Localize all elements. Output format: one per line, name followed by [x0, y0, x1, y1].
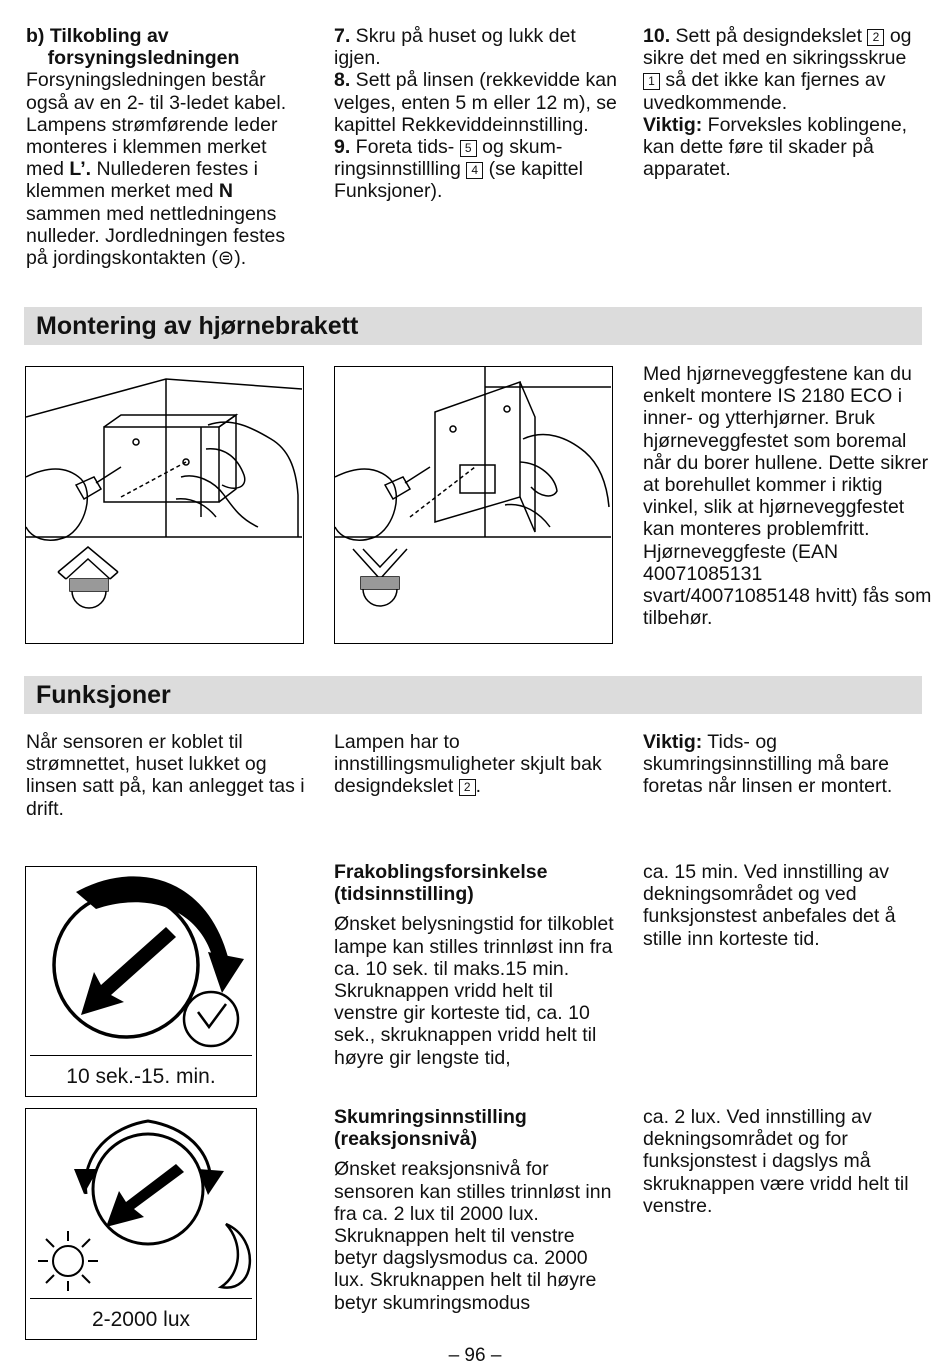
clock-icon	[184, 992, 238, 1046]
time-setting-heading: Frakoblingsforsinkelse (tidsinnstilling)	[334, 861, 548, 906]
dusk-setting-text	[334, 1106, 616, 1314]
section-heading-corner-bracket: Montering av hjørnebrakett	[24, 307, 922, 345]
wiring-heading: b) Tilkobling av forsyningsledningen	[26, 25, 240, 70]
time-dial-drawing	[26, 867, 254, 1055]
dusk-dial-drawing	[26, 1109, 254, 1299]
time-setting-illustration	[25, 866, 257, 1097]
time-setting-text	[334, 861, 616, 1069]
outer-corner-illustration	[25, 366, 304, 644]
section-heading-functions: Funksjoner	[24, 676, 922, 714]
earth-symbol-icon: ⊜	[217, 247, 235, 270]
moon-icon	[221, 1224, 250, 1288]
time-setting-text-cont: ca. 15 min. Ved innstilling av dekningsområdet og ved funksjonstest anbefales det å stille inn korteste tid.	[643, 861, 896, 950]
drill-outer-corner-drawing	[26, 367, 302, 642]
inner-corner-illustration	[334, 366, 613, 644]
dusk-setting-body: Ønsket reaksjonsnivå for sensoren kan stilles trinnløst inn fra ca. 2 lux til 2000 lux. Skruknappen helt til venstre betyr dagslysmodus ca. 2000 lux. Skruknappen helt til høyre betyr skumringsmodus	[334, 1158, 612, 1314]
steps-column-2	[643, 25, 926, 180]
sun-icon	[38, 1231, 98, 1291]
corner-bracket-text: Med hjørneveggfestene kan du enkelt montere IS 2180 ECO i inner- og ytterhjørner. Bruk hjørneveggfestet som boremal når du borer hullene. Dette sikrer at borehullet kommer i riktig vinkel, slik at hjørneveggfestet kan monteres problemfritt. Hjørneveggfeste (EAN 40071085131 svart/40071085148 hvitt) fås som tilbehør.	[643, 363, 932, 630]
dusk-setting-heading: Skumringsinnstilling (reaksjonsnivå)	[334, 1106, 527, 1151]
wiring-body: Forsyningsledningen består også av en 2- til 3-ledet kabel. Lampens strømførende leder monteres i klemmen merket med L’. Nullederen festes i klemmen merket med N sammen med nettledningens nulleder. Jordledningen festes på jordingskontakten (⊜).	[26, 69, 287, 270]
functions-intro-col2: Lampen har to innstillingsmuligheter skjult bak designdekslet 2 .	[334, 731, 602, 798]
callout-1: 1	[643, 73, 660, 90]
step-9: 9. Foreta tids- 5 og skumringsinnstillling 4 (se kapittel Funksjoner).	[334, 136, 583, 203]
callout-4: 4	[466, 162, 483, 179]
time-setting-body: Ønsket belysningstid for tilkoblet lampe kan stilles trinnløst inn fra ca. 10 sek. til maks.15 min. Skruknappen vridd helt til venstre gir korteste tid, ca. 10 sek., skruknappen vridd helt til høyre gir lengste tid,	[334, 913, 614, 1069]
step-7: 7. Skru på huset og lukk det igjen.	[334, 25, 576, 70]
step-8: 8. Sett på linsen (rekkevidde kan velges, enten 5 m eller 12 m), se kapittel Rekkeviddeinnstilling.	[334, 69, 617, 136]
steps-column	[334, 25, 619, 203]
dusk-setting-illustration	[25, 1108, 257, 1340]
wiring-column	[26, 25, 308, 269]
callout-2: 2	[867, 29, 884, 46]
arrow-icon	[81, 927, 176, 1015]
page-number: – 96 –	[448, 1345, 502, 1366]
time-range-caption: 10 sek.-15. min.	[30, 1055, 252, 1096]
warning-note: Viktig: Forveksles koblingene, kan dette føre til skader på apparatet.	[643, 113, 908, 181]
functions-intro-col1: Når sensoren er koblet til strømnettet, huset lukket og linsen satt på, kan anlegget tas i drift.	[26, 731, 305, 820]
lux-range-caption: 2-2000 lux	[30, 1298, 252, 1339]
dusk-setting-text-cont: ca. 2 lux. Ved innstilling av dekningsområdet og for funksjonstest i dagslys må skruknappen være vridd helt til venstre.	[643, 1106, 909, 1217]
arrow-icon	[106, 1164, 184, 1227]
step-10: 10. Sett på designdekslet 2 og sikre det med en sikringsskrue 1 så det ikke kan fjernes av uvedkommende.	[643, 25, 912, 114]
callout-2: 2	[459, 779, 476, 796]
drill-inner-corner-drawing	[335, 367, 611, 642]
functions-intro-col3: Viktig: Tids- og skumringsinnstilling må bare foretas når linsen er montert.	[643, 731, 893, 798]
callout-5: 5	[460, 140, 477, 157]
